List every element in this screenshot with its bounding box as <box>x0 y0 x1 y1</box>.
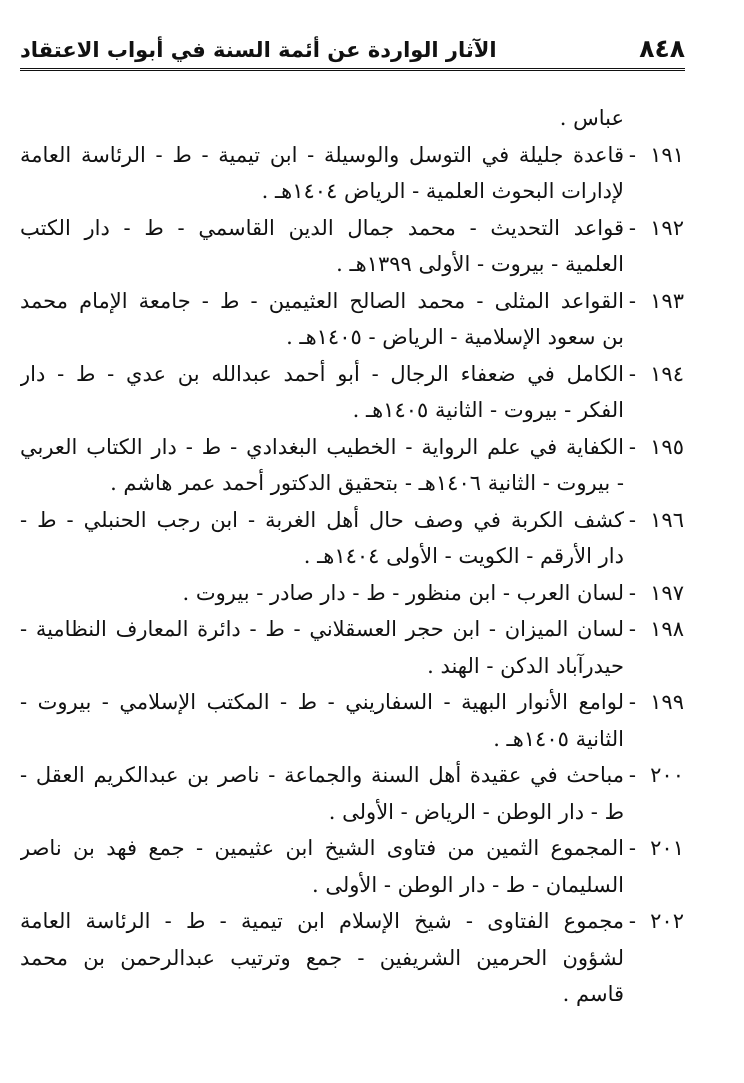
entry-text: لوامع الأنوار البهية - السفاريني - ط - المكتب الإسلامي - بيروت - <box>20 690 624 714</box>
entry-first-line <box>20 429 684 466</box>
entry-number-dash: - <box>628 288 636 313</box>
entry-text: الكفاية في علم الرواية - الخطيب البغدادي - ط - دار الكتاب العربي <box>20 434 624 459</box>
entry-number: ٢٠١ <box>650 836 684 860</box>
entry-text: مجموع الفتاوى - شيخ الإسلام ابن تيمية - ط - الرئاسة العامة <box>20 909 624 933</box>
continuation-line: عباس . <box>559 106 624 130</box>
entry-first-line <box>20 502 684 539</box>
entry-number: ١٩١ <box>650 142 684 167</box>
entry-number: ٢٠٢ <box>650 909 684 933</box>
entry-first-line <box>20 684 684 721</box>
entry-first-line <box>20 903 684 940</box>
entry-continuation-line: لشؤون الحرمين الشريفين - جمع وترتيب عبدالرحمن بن محمد <box>20 945 624 970</box>
entry-number-dash: - <box>628 507 636 532</box>
entry-continuation-line: العلمية - بيروت - الأولى ١٣٩٩هـ . <box>336 252 624 276</box>
entry-number: ١٩٦ <box>650 507 684 532</box>
entry-first-line <box>20 210 684 247</box>
entry-text: لسان الميزان - ابن حجر العسقلاني - ط - دائرة المعارف النظامية - <box>20 617 624 641</box>
entry-number: ١٩٥ <box>650 434 684 459</box>
entry-first-line <box>20 757 684 794</box>
bibliography-list <box>20 100 684 1013</box>
entry-first-line <box>20 611 684 648</box>
entry-first-line <box>20 830 684 867</box>
entry-text: قواعد التحديث - محمد جمال الدين القاسمي - ط - دار الكتب <box>20 215 624 240</box>
bibliography-entry <box>20 502 684 575</box>
entry-text: القواعد المثلى - محمد الصالح العثيمين - ط - جامعة الإمام محمد <box>20 288 624 313</box>
entry-number: ١٩٢ <box>650 215 684 240</box>
entry-number-dash: - <box>628 763 636 787</box>
bibliography-entry <box>20 611 684 684</box>
bibliography-entry <box>20 757 684 830</box>
entry-number-dash: - <box>628 690 636 714</box>
entry-number: ٢٠٠ <box>650 763 684 787</box>
entry-continuation-line: قاسم . <box>562 982 624 1006</box>
entry-number-dash: - <box>628 215 636 240</box>
entry-number: ١٩٩ <box>650 690 684 714</box>
bibliography-entry <box>20 830 684 903</box>
bibliography-entry <box>20 283 684 356</box>
entry-number-dash: - <box>628 142 636 167</box>
entry-first-line <box>20 283 684 320</box>
entry-number: ١٩٣ <box>650 288 684 313</box>
entry-number: ١٩٧ <box>650 580 684 605</box>
entry-number: ١٩٨ <box>650 617 684 641</box>
entry-continuation-line: حيدرآباد الدكن - الهند . <box>427 653 624 678</box>
bibliography-entry <box>20 684 684 757</box>
entry-text: كشف الكربة في وصف حال أهل الغربة - ابن رجب الحنبلي - ط - <box>20 507 624 532</box>
entry-number: ١٩٤ <box>650 361 684 386</box>
entry-first-line <box>20 356 684 393</box>
entry-first-line <box>20 137 684 174</box>
entry-continuation-line: ط - دار الوطن - الرياض - الأولى . <box>328 799 624 824</box>
bibliography-entry <box>20 356 684 429</box>
entry-number-dash: - <box>628 617 636 641</box>
entry-text: لسان العرب - ابن منظور - ط - دار صادر - بيروت . <box>182 580 624 605</box>
entry-number-dash: - <box>628 836 636 860</box>
entry-text: المجموع الثمين من فتاوى الشيخ ابن عثيمين - جمع فهد بن ناصر <box>20 836 624 860</box>
entry-continuation-line: دار الأرقم - الكويت - الأولى ١٤٠٤هـ . <box>303 544 624 568</box>
entry-continuation-line: السليمان - ط - دار الوطن - الأولى . <box>312 872 624 897</box>
bibliography-entry <box>20 137 684 210</box>
page-header <box>20 34 685 71</box>
entry-number-dash: - <box>628 361 636 386</box>
entry-number-dash: - <box>628 580 636 605</box>
entry-text: الكامل في ضعفاء الرجال - أبو أحمد عبدالله بن عدي - ط - دار <box>20 361 624 386</box>
running-title: الآثار الواردة عن أئمة السنة في أبواب الاعتقاد <box>20 38 497 62</box>
entry-first-line <box>20 575 684 612</box>
entry-continuation-line: لإدارات البحوث العلمية - الرياض ١٤٠٤هـ . <box>261 179 624 203</box>
entry-number-dash: - <box>628 434 636 459</box>
entry-text: قاعدة جليلة في التوسل والوسيلة - ابن تيمية - ط - الرئاسة العامة <box>20 142 624 167</box>
entry-continuation-line: الثانية ١٤٠٥هـ . <box>493 726 624 751</box>
entry-continuation-line: بن سعود الإسلامية - الرياض - ١٤٠٥هـ . <box>286 325 624 349</box>
entry-text: مباحث في عقيدة أهل السنة والجماعة - ناصر بن عبدالكريم العقل - <box>20 763 624 787</box>
bibliography-entry <box>20 903 684 1013</box>
bibliography-entry <box>20 575 684 612</box>
entry-number-dash: - <box>628 909 636 933</box>
page-number: ٨٤٨ <box>639 34 685 63</box>
bibliography-entry <box>20 429 684 502</box>
entry-continuation-line: الفكر - بيروت - الثانية ١٤٠٥هـ . <box>352 398 624 422</box>
bibliography-entry <box>20 210 684 283</box>
entry-continuation-line: - بيروت - الثانية ١٤٠٦هـ - بتحقيق الدكتور أحمد عمر هاشم . <box>110 471 624 495</box>
